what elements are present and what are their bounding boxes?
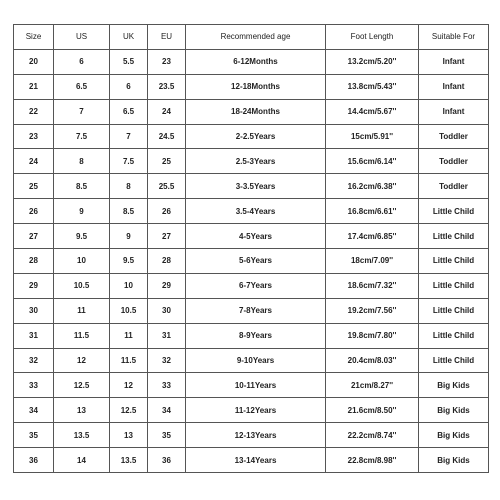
size-cell: 27 <box>14 224 54 249</box>
eu-cell: 34 <box>148 398 186 423</box>
table-row <box>14 174 489 199</box>
uk-cell: 7 <box>110 124 148 149</box>
suitable-for-cell: Toddler <box>419 149 489 174</box>
suitable-for-cell: Little Child <box>419 348 489 373</box>
us-cell: 12 <box>54 348 110 373</box>
foot-length-cell: 13.8cm/5.43'' <box>326 74 419 99</box>
eu-cell: 36 <box>148 448 186 473</box>
age-cell: 2-2.5Years <box>186 124 326 149</box>
age-cell: 9-10Years <box>186 348 326 373</box>
age-cell: 8-9Years <box>186 323 326 348</box>
size-cell: 29 <box>14 273 54 298</box>
size-cell: 26 <box>14 199 54 224</box>
us-cell: 10 <box>54 249 110 274</box>
header-size: Size <box>14 25 54 50</box>
size-cell: 20 <box>14 49 54 74</box>
us-cell: 9.5 <box>54 224 110 249</box>
us-cell: 12.5 <box>54 373 110 398</box>
header-uk: UK <box>110 25 148 50</box>
suitable-for-cell: Little Child <box>419 323 489 348</box>
age-cell: 11-12Years <box>186 398 326 423</box>
foot-length-cell: 16.2cm/6.38'' <box>326 174 419 199</box>
header-row <box>14 25 489 50</box>
header-foot-length: Foot Length <box>326 25 419 50</box>
us-cell: 8 <box>54 149 110 174</box>
suitable-for-cell: Infant <box>419 49 489 74</box>
uk-cell: 9.5 <box>110 249 148 274</box>
header-eu: EU <box>148 25 186 50</box>
us-cell: 7.5 <box>54 124 110 149</box>
suitable-for-cell: Toddler <box>419 174 489 199</box>
suitable-for-cell: Toddler <box>419 124 489 149</box>
age-cell: 6-12Months <box>186 49 326 74</box>
foot-length-cell: 19.8cm/7.80'' <box>326 323 419 348</box>
eu-cell: 25.5 <box>148 174 186 199</box>
table-row <box>14 398 489 423</box>
table-row <box>14 423 489 448</box>
size-cell: 23 <box>14 124 54 149</box>
eu-cell: 24 <box>148 99 186 124</box>
age-cell: 10-11Years <box>186 373 326 398</box>
table-row <box>14 348 489 373</box>
eu-cell: 30 <box>148 298 186 323</box>
size-chart-container <box>13 24 488 473</box>
suitable-for-cell: Little Child <box>419 249 489 274</box>
age-cell: 13-14Years <box>186 448 326 473</box>
uk-cell: 13.5 <box>110 448 148 473</box>
us-cell: 7 <box>54 99 110 124</box>
table-row <box>14 99 489 124</box>
us-cell: 8.5 <box>54 174 110 199</box>
table-row <box>14 298 489 323</box>
uk-cell: 7.5 <box>110 149 148 174</box>
foot-length-cell: 13.2cm/5.20'' <box>326 49 419 74</box>
uk-cell: 11.5 <box>110 348 148 373</box>
age-cell: 4-5Years <box>186 224 326 249</box>
age-cell: 6-7Years <box>186 273 326 298</box>
foot-length-cell: 15.6cm/6.14'' <box>326 149 419 174</box>
us-cell: 10.5 <box>54 273 110 298</box>
uk-cell: 9 <box>110 224 148 249</box>
suitable-for-cell: Little Child <box>419 298 489 323</box>
age-cell: 12-18Months <box>186 74 326 99</box>
table-row <box>14 74 489 99</box>
uk-cell: 6 <box>110 74 148 99</box>
suitable-for-cell: Big Kids <box>419 398 489 423</box>
table-row <box>14 199 489 224</box>
table-row <box>14 373 489 398</box>
us-cell: 11.5 <box>54 323 110 348</box>
size-chart-body <box>14 49 489 472</box>
size-cell: 32 <box>14 348 54 373</box>
foot-length-cell: 21cm/8.27'' <box>326 373 419 398</box>
age-cell: 18-24Months <box>186 99 326 124</box>
uk-cell: 10 <box>110 273 148 298</box>
uk-cell: 5.5 <box>110 49 148 74</box>
us-cell: 11 <box>54 298 110 323</box>
suitable-for-cell: Big Kids <box>419 373 489 398</box>
us-cell: 13 <box>54 398 110 423</box>
table-row <box>14 323 489 348</box>
size-cell: 30 <box>14 298 54 323</box>
eu-cell: 23 <box>148 49 186 74</box>
age-cell: 3-3.5Years <box>186 174 326 199</box>
header-us: US <box>54 25 110 50</box>
us-cell: 13.5 <box>54 423 110 448</box>
foot-length-cell: 16.8cm/6.61'' <box>326 199 419 224</box>
foot-length-cell: 21.6cm/8.50'' <box>326 398 419 423</box>
eu-cell: 35 <box>148 423 186 448</box>
age-cell: 2.5-3Years <box>186 149 326 174</box>
header-recommended-age: Recommended age <box>186 25 326 50</box>
size-cell: 25 <box>14 174 54 199</box>
foot-length-cell: 18.6cm/7.32'' <box>326 273 419 298</box>
table-row <box>14 224 489 249</box>
size-cell: 33 <box>14 373 54 398</box>
size-cell: 21 <box>14 74 54 99</box>
uk-cell: 8.5 <box>110 199 148 224</box>
suitable-for-cell: Little Child <box>419 273 489 298</box>
foot-length-cell: 15cm/5.91'' <box>326 124 419 149</box>
us-cell: 6.5 <box>54 74 110 99</box>
eu-cell: 23.5 <box>148 74 186 99</box>
age-cell: 3.5-4Years <box>186 199 326 224</box>
suitable-for-cell: Big Kids <box>419 423 489 448</box>
eu-cell: 28 <box>148 249 186 274</box>
table-row <box>14 448 489 473</box>
suitable-for-cell: Little Child <box>419 199 489 224</box>
table-row <box>14 249 489 274</box>
foot-length-cell: 17.4cm/6.85'' <box>326 224 419 249</box>
table-row <box>14 273 489 298</box>
size-cell: 35 <box>14 423 54 448</box>
us-cell: 6 <box>54 49 110 74</box>
foot-length-cell: 19.2cm/7.56'' <box>326 298 419 323</box>
eu-cell: 25 <box>148 149 186 174</box>
uk-cell: 8 <box>110 174 148 199</box>
suitable-for-cell: Little Child <box>419 224 489 249</box>
size-cell: 34 <box>14 398 54 423</box>
eu-cell: 29 <box>148 273 186 298</box>
size-cell: 31 <box>14 323 54 348</box>
size-cell: 22 <box>14 99 54 124</box>
uk-cell: 10.5 <box>110 298 148 323</box>
age-cell: 5-6Years <box>186 249 326 274</box>
uk-cell: 6.5 <box>110 99 148 124</box>
size-chart-table <box>13 24 489 473</box>
size-cell: 36 <box>14 448 54 473</box>
uk-cell: 13 <box>110 423 148 448</box>
eu-cell: 32 <box>148 348 186 373</box>
header-suitable-for: Suitable For <box>419 25 489 50</box>
foot-length-cell: 22.2cm/8.74'' <box>326 423 419 448</box>
eu-cell: 26 <box>148 199 186 224</box>
suitable-for-cell: Infant <box>419 99 489 124</box>
eu-cell: 33 <box>148 373 186 398</box>
us-cell: 14 <box>54 448 110 473</box>
uk-cell: 12 <box>110 373 148 398</box>
suitable-for-cell: Infant <box>419 74 489 99</box>
eu-cell: 24.5 <box>148 124 186 149</box>
age-cell: 12-13Years <box>186 423 326 448</box>
table-row <box>14 49 489 74</box>
age-cell: 7-8Years <box>186 298 326 323</box>
table-row <box>14 124 489 149</box>
us-cell: 9 <box>54 199 110 224</box>
foot-length-cell: 20.4cm/8.03'' <box>326 348 419 373</box>
size-cell: 28 <box>14 249 54 274</box>
eu-cell: 27 <box>148 224 186 249</box>
uk-cell: 11 <box>110 323 148 348</box>
foot-length-cell: 14.4cm/5.67'' <box>326 99 419 124</box>
foot-length-cell: 18cm/7.09'' <box>326 249 419 274</box>
suitable-for-cell: Big Kids <box>419 448 489 473</box>
foot-length-cell: 22.8cm/8.98'' <box>326 448 419 473</box>
table-row <box>14 149 489 174</box>
uk-cell: 12.5 <box>110 398 148 423</box>
eu-cell: 31 <box>148 323 186 348</box>
size-cell: 24 <box>14 149 54 174</box>
